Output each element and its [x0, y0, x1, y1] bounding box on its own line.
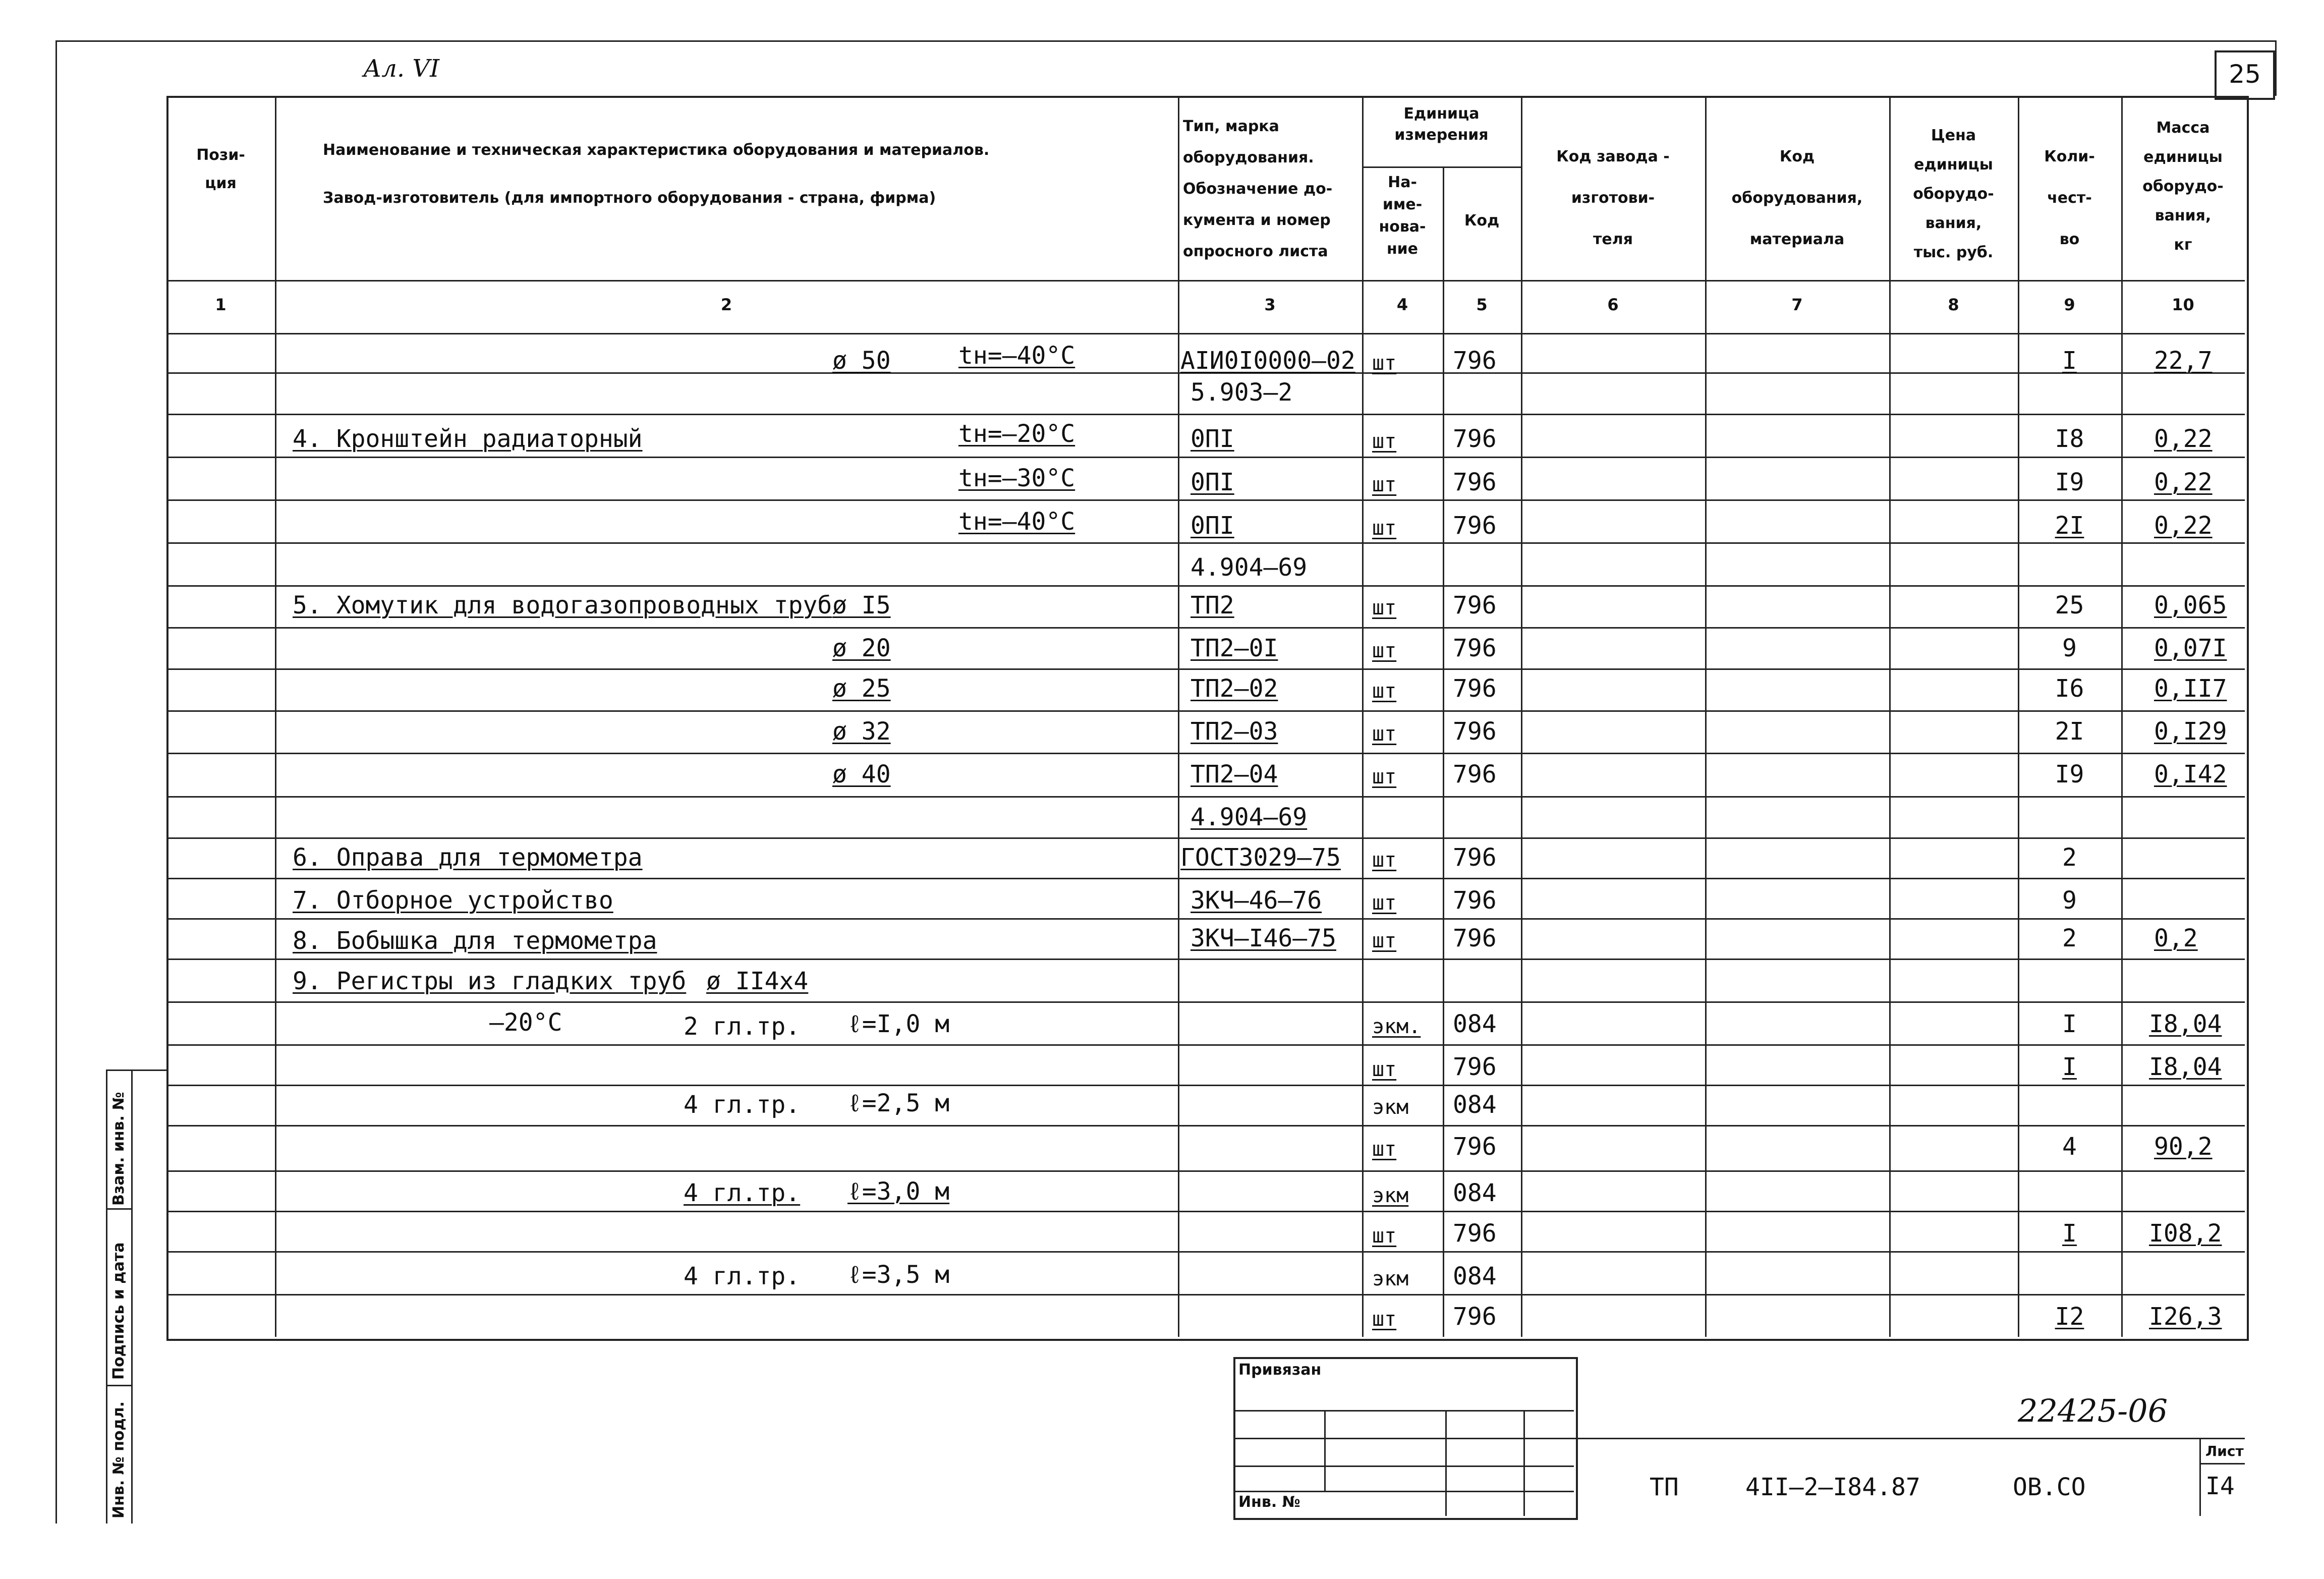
- row-name: 6. Оправа для термометра: [293, 843, 643, 872]
- row-type: 0ПI: [1191, 468, 1234, 496]
- row-separator: [166, 1251, 2245, 1253]
- col-line: [1705, 96, 1707, 1337]
- row-unit: шт: [1372, 1138, 1397, 1161]
- row-mass: 0,22: [2154, 468, 2213, 496]
- row-quantity: I9: [2055, 468, 2084, 496]
- header-quantity: Коли- чест- во: [2044, 148, 2095, 248]
- side-label-original: Инв. № подл.: [110, 1401, 128, 1518]
- row-unit-code: 084: [1453, 1262, 1497, 1290]
- row-type: ТП2: [1191, 591, 1234, 619]
- row-separator: [166, 627, 2245, 629]
- row-mass: 0,I29: [2154, 717, 2227, 746]
- row-diameter: ø 25: [832, 674, 891, 703]
- row-type: ТП2–0I: [1191, 634, 1278, 662]
- row-separator: [166, 918, 2245, 920]
- header-equipment-code: Код оборудования, материала: [1731, 148, 1863, 248]
- col-number-7: 7: [1791, 295, 1803, 314]
- row-unit-code: 796: [1453, 924, 1497, 952]
- row-quantity: 2: [2062, 843, 2077, 872]
- row-mass: 0,065: [2154, 591, 2227, 619]
- row-quantity: 9: [2062, 886, 2077, 915]
- row-quantity: I6: [2055, 674, 2084, 703]
- sheet-box-line: [2199, 1463, 2245, 1464]
- row-unit-code: 796: [1453, 843, 1497, 872]
- row-unit: шт: [1372, 929, 1397, 952]
- row-unit-code: 796: [1453, 591, 1497, 619]
- row-quantity: I: [2062, 347, 2077, 375]
- row-separator: [166, 542, 2245, 544]
- side-stamp-line: [106, 1069, 166, 1071]
- col-line: [2121, 96, 2123, 1337]
- row-separator: [166, 1085, 2245, 1086]
- row-register-temp: –20°С: [489, 1008, 562, 1037]
- row-unit: шт: [1372, 473, 1397, 496]
- row-register-pipes: 2 гл.тр.: [684, 1012, 801, 1041]
- col-number-5: 5: [1476, 295, 1488, 314]
- row-mass: I8,04: [2149, 1010, 2222, 1038]
- sheet-label: Лист: [2205, 1443, 2244, 1459]
- row-unit: шт: [1372, 352, 1397, 375]
- col-number-3: 3: [1264, 295, 1276, 314]
- row-separator: [166, 414, 2245, 415]
- page-top-border: [55, 40, 2275, 42]
- side-label-signature: Подпись и дата: [110, 1242, 128, 1380]
- row-type: АIИ0I0000–02: [1180, 347, 1355, 375]
- row-name: 5. Хомутик для водогазопроводных труб: [293, 591, 832, 619]
- row-unit: шт: [1372, 1058, 1397, 1081]
- header-price: Цена единицы оборудо- вания, тыс. руб.: [1913, 127, 1994, 261]
- row-diameter: ø 50: [832, 347, 891, 375]
- inventory-label: Инв. №: [1238, 1493, 1300, 1511]
- row-quantity: 9: [2062, 634, 2077, 662]
- row-unit: шт: [1372, 891, 1397, 915]
- page-right-border: [2275, 40, 2277, 96]
- header-unit-code: Код: [1464, 212, 1500, 230]
- col-line: [1521, 96, 1522, 1337]
- row-unit-code: 796: [1453, 468, 1497, 496]
- row-unit-code: 796: [1453, 886, 1497, 915]
- row-mass: 0,07I: [2154, 634, 2227, 662]
- col-number-10: 10: [2172, 295, 2194, 314]
- row-unit: шт: [1372, 849, 1397, 872]
- col-line: [1178, 96, 1179, 1337]
- row-separator: [166, 457, 2245, 458]
- row-diameter: ø I5: [832, 591, 891, 619]
- row-mass: 0,22: [2154, 512, 2213, 540]
- col-number-8: 8: [1948, 295, 1959, 314]
- row-type: ТП2–02: [1191, 674, 1278, 703]
- row-unit-code: 796: [1453, 634, 1497, 662]
- row-unit-code: 796: [1453, 425, 1497, 453]
- row-separator: [166, 753, 2245, 754]
- row-quantity: 2I: [2055, 717, 2084, 746]
- row-separator: [166, 710, 2245, 712]
- row-unit: шт: [1372, 680, 1397, 703]
- row-unit-code: 796: [1453, 1219, 1497, 1248]
- col-line: [1362, 96, 1364, 1337]
- page-number: 25: [2229, 60, 2261, 89]
- stamp-line: [1445, 1410, 1447, 1516]
- row-unit: экм: [1372, 1267, 1409, 1290]
- row-unit: шт: [1372, 430, 1397, 453]
- row-register-pipes: 4 гл.тр.: [684, 1091, 801, 1119]
- row-unit-code: 084: [1453, 1179, 1497, 1207]
- row-unit-code: 084: [1453, 1010, 1497, 1038]
- col-line: [1889, 96, 1891, 1337]
- row-unit-code: 796: [1453, 717, 1497, 746]
- sheet-marker: Ал. VI: [363, 54, 440, 83]
- row-temperature: tн=–30°C: [958, 464, 1075, 492]
- row-unit-code: 796: [1453, 1303, 1497, 1331]
- row-type: 0ПI: [1191, 512, 1234, 540]
- header-factory-code: Код завода - изготови- теля: [1556, 148, 1670, 248]
- row-separator: [166, 958, 2245, 960]
- col-number-2: 2: [720, 295, 732, 314]
- row-unit-code: 796: [1453, 512, 1497, 540]
- row-separator: [166, 796, 2245, 798]
- row-type: 5.903–2: [1191, 378, 1293, 407]
- row-mass: 90,2: [2154, 1133, 2213, 1161]
- row-quantity: 4: [2062, 1133, 2077, 1161]
- row-mass: 0,22: [2154, 425, 2213, 453]
- doc-code: 4II–2–I84.87: [1745, 1473, 1920, 1501]
- row-unit-code: 796: [1453, 347, 1497, 375]
- row-temperature: tн=–40°C: [958, 507, 1075, 536]
- row-mass: I26,3: [2149, 1303, 2222, 1331]
- stamp-line: [1233, 1438, 1574, 1439]
- row-diameter: ø II4x4: [706, 967, 809, 995]
- row-separator: [166, 1294, 2245, 1295]
- row-register-length: ℓ=2,5 м: [847, 1089, 950, 1117]
- row-separator: [166, 878, 2245, 879]
- stamp-line: [1233, 1410, 1574, 1412]
- row-type: 0ПI: [1191, 425, 1234, 453]
- stamp-line: [1324, 1410, 1326, 1491]
- row-unit: шт: [1372, 517, 1397, 540]
- row-separator: [166, 1211, 2245, 1212]
- row-quantity: I2: [2055, 1303, 2084, 1331]
- row-register-length: ℓ=3,0 м: [847, 1177, 950, 1206]
- row-type: ГОСТ3029–75: [1180, 843, 1341, 872]
- row-mass: 0,II7: [2154, 674, 2227, 703]
- row-separator: [166, 1170, 2245, 1172]
- doc-suffix: ОВ.СО: [2013, 1473, 2086, 1501]
- row-quantity: I: [2062, 1053, 2077, 1081]
- row-temperature: tн=–40°C: [958, 342, 1075, 370]
- row-type: ЗКЧ–46–76: [1191, 886, 1322, 915]
- row-mass: 0,I42: [2154, 760, 2227, 788]
- row-type: ТП2–03: [1191, 717, 1278, 746]
- row-unit: экм: [1372, 1096, 1409, 1119]
- row-separator: [166, 585, 2245, 587]
- row-unit-code: 796: [1453, 1053, 1497, 1081]
- row-unit: шт: [1372, 1308, 1397, 1331]
- col-line: [275, 96, 276, 1337]
- row-diameter: ø 20: [832, 634, 891, 662]
- sheet-number: I4: [2205, 1472, 2235, 1500]
- col-number-1: 1: [215, 295, 226, 314]
- row-name: 9. Регистры из гладких труб: [293, 967, 687, 995]
- row-quantity: 2: [2062, 924, 2077, 952]
- row-mass: I08,2: [2149, 1219, 2222, 1248]
- row-quantity: I9: [2055, 760, 2084, 788]
- row-register-length: ℓ=3,5 м: [847, 1261, 950, 1289]
- row-type: ТП2–04: [1191, 760, 1278, 788]
- row-register-pipes: 4 гл.тр.: [684, 1179, 801, 1207]
- row-register-pipes: 4 гл.тр.: [684, 1262, 801, 1290]
- page-left-border: [55, 40, 57, 1524]
- row-mass: I8,04: [2149, 1053, 2222, 1081]
- row-diameter: ø 40: [832, 760, 891, 788]
- row-unit: шт: [1372, 722, 1397, 746]
- row-quantity: 25: [2055, 591, 2084, 619]
- header-type: Тип, марка оборудования. Обозначение до- кумента и номер опросного листа: [1183, 118, 1333, 260]
- header-bottom-line: [166, 280, 2245, 281]
- row-register-length: ℓ=I,0 м: [847, 1010, 950, 1038]
- side-stamp-line: [106, 1208, 131, 1210]
- col-line: [1443, 166, 1444, 1337]
- row-quantity: 2I: [2055, 512, 2084, 540]
- stamp-line: [1233, 1491, 1574, 1492]
- row-type: ЗКЧ–I46–75: [1191, 924, 1336, 952]
- row-name: 7. Отборное устройство: [293, 886, 613, 915]
- row-unit: шт: [1372, 1224, 1397, 1248]
- row-unit: шт: [1372, 596, 1397, 619]
- side-stamp-line: [106, 1069, 107, 1524]
- row-unit: экм.: [1372, 1015, 1421, 1038]
- header-manufacturer: Завод-изготовитель (для импортного оборудования - страна, фирма): [323, 189, 936, 207]
- row-mass: 22,7: [2154, 347, 2213, 375]
- handwritten-number: 22425-06: [2018, 1392, 2168, 1429]
- row-unit-code: 796: [1453, 760, 1497, 788]
- row-quantity: I: [2062, 1010, 2077, 1038]
- header-name: Наименование и техническая характеристика оборудования и материалов.: [323, 141, 990, 159]
- row-unit: шт: [1372, 765, 1397, 788]
- stamp-line: [1523, 1410, 1525, 1516]
- row-separator: [166, 1044, 2245, 1046]
- row-type: 4.904–69: [1191, 803, 1308, 831]
- header-mass: Масса единицы оборудо- вания, кг: [2142, 119, 2224, 254]
- row-separator: [166, 499, 2245, 501]
- header-unit-name: На- име- нова- ние: [1379, 174, 1426, 258]
- row-separator: [166, 1125, 2245, 1126]
- row-quantity: I: [2062, 1219, 2077, 1248]
- row-temperature: tн=–20°C: [958, 420, 1075, 448]
- side-stamp-line: [131, 1069, 133, 1524]
- col-number-9: 9: [2064, 295, 2075, 314]
- stamp-line: [1233, 1465, 1574, 1467]
- col-number-4: 4: [1396, 295, 1408, 314]
- row-separator: [166, 1001, 2245, 1003]
- header-subline: [1362, 166, 1521, 168]
- row-separator: [166, 668, 2245, 670]
- row-unit: шт: [1372, 639, 1397, 662]
- row-unit: экм: [1372, 1184, 1409, 1207]
- row-name: 4. Кронштейн радиаторный: [293, 425, 643, 453]
- row-diameter: ø 32: [832, 717, 891, 746]
- col-number-6: 6: [1607, 295, 1619, 314]
- doc-prefix: ТП: [1650, 1473, 1679, 1501]
- row-unit-code: 084: [1453, 1091, 1497, 1119]
- header-position: Пози- ция: [196, 146, 245, 192]
- title-block-line: [1574, 1438, 2245, 1439]
- sheet-box-line: [2199, 1438, 2201, 1516]
- row-unit-code: 796: [1453, 674, 1497, 703]
- row-mass: 0,2: [2154, 924, 2198, 952]
- row-separator: [166, 837, 2245, 839]
- side-label-replacement: Взам. инв. №: [110, 1092, 128, 1206]
- row-name: 8. Бобышка для термометра: [293, 927, 657, 955]
- row-unit-code: 796: [1453, 1133, 1497, 1161]
- side-stamp-line: [106, 1385, 131, 1386]
- row-type: 4.904–69: [1191, 553, 1308, 582]
- bound-label: Привязан: [1238, 1361, 1322, 1379]
- header-unit: Единица измерения: [1394, 105, 1489, 144]
- row-quantity: I8: [2055, 425, 2084, 453]
- colnum-bottom-line: [166, 333, 2245, 334]
